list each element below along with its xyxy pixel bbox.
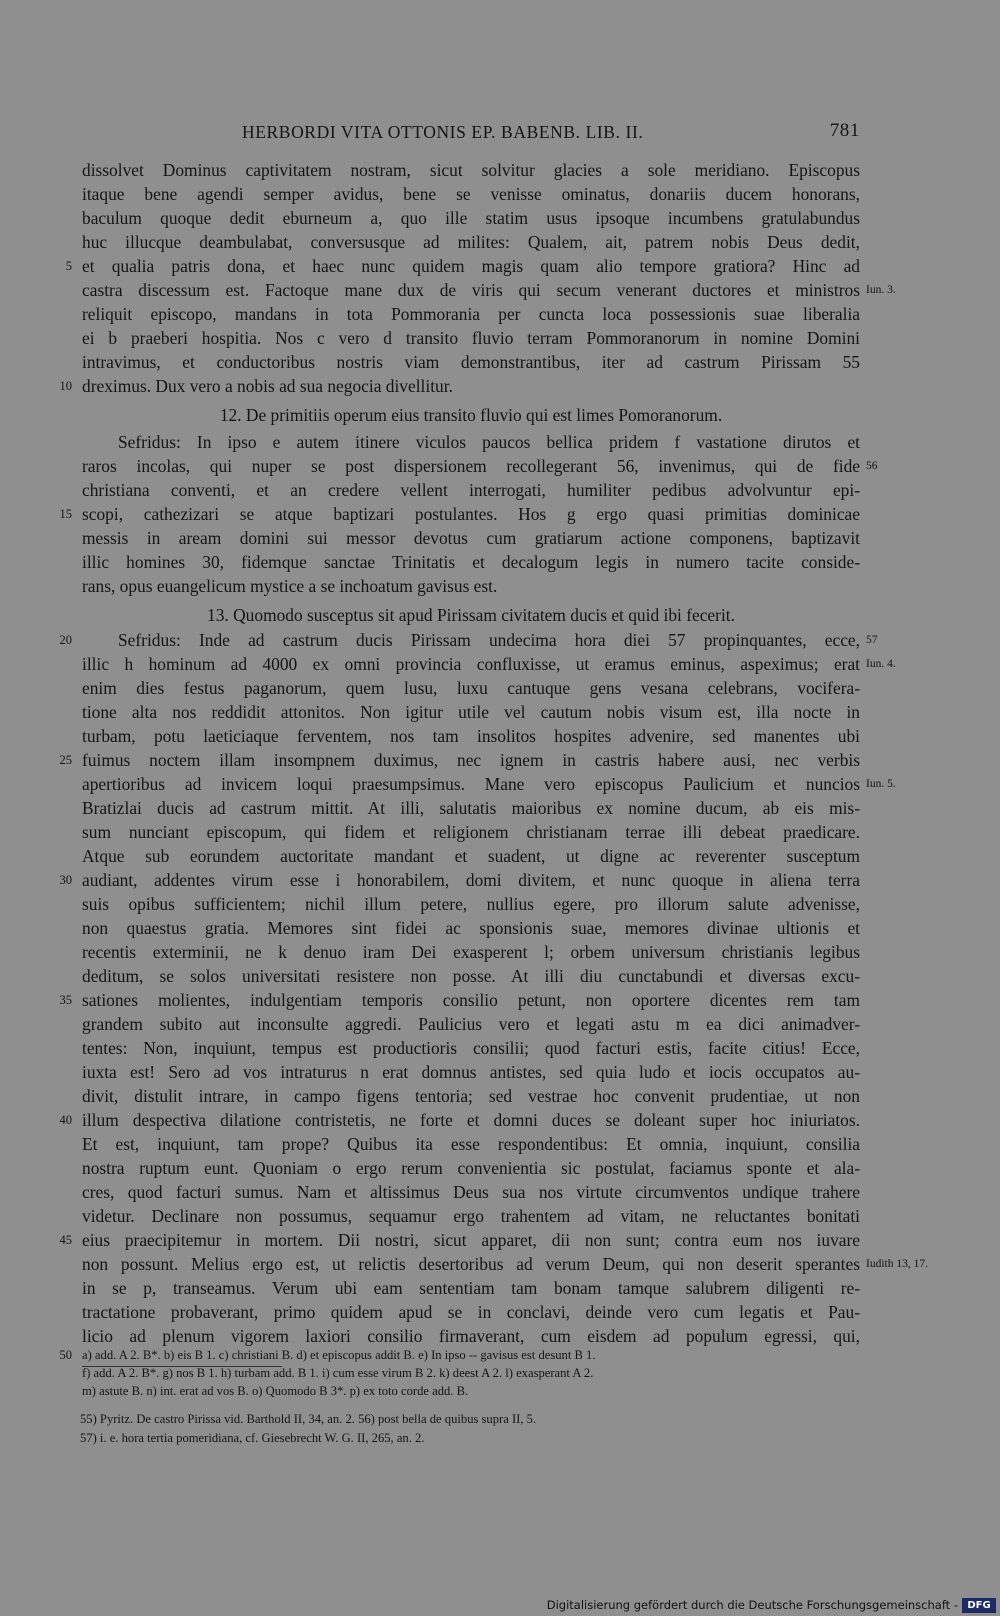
text-line: intravimus, et conductoribus nostris viam demonstrantibus, iter ad castrum Pirissam 55 [82, 352, 860, 372]
margin-note: Iun. 3. [866, 284, 896, 296]
text-line: apertioribus ad invicem loqui praesumpsimus. Mane vero episcopus Paulicium et nuncios [82, 774, 860, 794]
text-line: recentis exterminii, ne k denuo iram Dei exasperent l; orbem universum christianis legibus [82, 942, 860, 962]
text-line: 12. De primitiis operum eius transito fluvio qui est limes Pomoranorum. [219, 405, 723, 425]
text-line: huc illucque deambulabat, conversusque ad milites: Qualem, ait, patrem nobis Deus dedit, [82, 232, 860, 252]
text-line: nostra ruptum eunt. Quoniam o ergo rerum convenientia sic postulat, faciamus sponte et ala- [82, 1158, 860, 1178]
text-line: rans, opus euangelicum mystice a se inchoatum gavisus est. [82, 576, 498, 596]
variant-line: m) astute B. n) int. erat ad vos B. o) Quomodo B 3*. p) ex toto corde add. B. [82, 1384, 469, 1398]
text-line: divit, distulit intrare, in campo figens tentoria; sed vestrae hoc convenit prudentiae, ut non [82, 1086, 860, 1106]
running-title: HERBORDI VITA OTTONIS EP. BABENB. LIB. II. [242, 122, 644, 142]
text-line: raros incolas, qui nuper se post dispersionem recollegerant 56, invenimus, qui de fide [82, 456, 860, 476]
margin-note: 56 [866, 460, 878, 472]
text-line: sationes molientes, indulgentiam temporis consilio petunt, non oportere dicentes rem tam [82, 990, 860, 1010]
margin-note: Iun. 4. [866, 658, 896, 670]
text-line: illum despectiva dilatione contristetis, ne forte et domni duces se doleant super hoc iniuriatos. [82, 1110, 860, 1130]
text-line: Atque sub eorundem auctoritate mandant et suadent, ut digne ac reverenter susceptum [82, 846, 860, 866]
line-number: 50 [59, 1348, 72, 1362]
text-line: illic h hominum ad 4000 ex omni provincia confluxisse, ut eramus eminus, aspeximus; erat [82, 654, 860, 674]
text-line: 13. Quomodo susceptus sit apud Pirissam civitatem ducis et quid ibi fecerit. [207, 605, 735, 625]
line-number: 5 [65, 259, 72, 273]
text-line: Sefridus: In ipso e autem itinere viculos paucos bellica pridem f vastatione dirutos et [118, 432, 860, 452]
text-line: turbam, potu laeticiaque ferventem, nos tam insolitos hospites advenire, sed manentes ubi [82, 726, 860, 746]
text-line: Bratizlai ducis ad castrum mittit. At illi, salutatis maioribus ex nomine ducum, ab eis mis- [82, 798, 860, 818]
text-line: christiana conventi, et an credere vellent interrogati, humiliter pedibus advolvuntur epi- [82, 480, 860, 500]
variant-line: a) add. A 2. B*. b) eis B 1. c) christiani B. d) et episcopus addit B. e) In ipso -- gavisus est desunt B 1. [82, 1348, 596, 1362]
text-line: tentes: Non, inquiunt, tempus est productioris consilii; quod facturi estis, facite citius! Ecce, [82, 1038, 860, 1058]
text-line: illic homines 30, fidemque sanctae Trinitatis et decalogum legis in numero tacite conside- [82, 552, 860, 572]
margin-note: 57 [866, 634, 878, 646]
text-line: licio ad plenum vigorem laxiori consilio firmaverant, cum eisdem ad populum egressi, qui, [82, 1326, 860, 1346]
text-line: scopi, cathezizari se atque baptizari postulantes. Hos g ergo quasi primitias dominicae [82, 504, 860, 524]
text-line: baculum quoque dedit eburneum a, quo ille statim usus ipsoque incumbens gratulabundus [82, 208, 860, 228]
text-line: videtur. Declinare non possumus, sequamur ergo trahentem ad vitam, ne reluctantes bonitati [82, 1206, 860, 1226]
text-line: tractatione probaverant, primo quidem apud se in conclavi, deinde vero cum legatis et Pau- [82, 1302, 860, 1322]
line-number: 10 [59, 379, 72, 393]
text-line: grandem subito aut inconsulte aggredi. Paulicius vero et legati astu m ea dici animadver- [82, 1014, 860, 1034]
text-line: Et est, inquiunt, tam prope? Quibus ita esse respondentibus: Et omnia, inquiunt, consilia [82, 1134, 860, 1154]
text-line: enim dies festus paganorum, quem lusu, luxu cantuque gens vesana celebrans, vocifera- [82, 678, 860, 698]
text-line: audiant, addentes virum esse i honorabilem, domi divitem, et nunc quoque in aliena terra [82, 870, 860, 890]
footer-credit: Digitalisierung gefördert durch die Deutsche Forschungsgemeinschaft - [546, 1598, 958, 1612]
text-line: sum nunciant episcopum, qui fidem et religionem christianam terrae illi debeat praedicare. [82, 822, 860, 842]
dfg-logo: DFG [962, 1598, 996, 1613]
line-number: 40 [59, 1113, 72, 1127]
text-line: eius praecipitemur in mortem. Dii nostri, sicut apparet, dii non sunt; contra eum nos iuvare [82, 1230, 860, 1250]
text-line: castra discessum est. Factoque mane dux de viris qui secum venerant ductores et ministros [82, 280, 860, 300]
text-line: et qualia patris dona, et haec nunc quidem magis quam alio tempore gratiora? Hinc ad [82, 256, 860, 276]
line-number: 45 [59, 1233, 72, 1247]
explanatory-note: 55) Pyritz. De castro Pirissa vid. Barthold II, 34, an. 2. 56) post bella de quibus supra II, 5. [80, 1412, 537, 1426]
text-line: suis opibus sufficientem; nichil illum petere, nullius egere, pro illorum salute advenisse, [82, 894, 860, 914]
line-number: 15 [59, 507, 72, 521]
text-line: non quaestus gratia. Memores sint fidei ac sponsionis suae, memores divinae ultionis et [82, 918, 860, 938]
text-line: in se p, transeamus. Verum ubi eam sententiam tam bonam tamque salubrem diligenti re- [82, 1278, 860, 1298]
margin-note: Iudith 13, 17. [866, 1258, 928, 1270]
variant-line: f) add. A 2. B*. g) nos B 1. h) turbam add. B 1. i) cum esse virum B 2. k) deest A 2. l) exasperant A 2. [82, 1366, 594, 1380]
text-line: non possunt. Melius ergo est, ut relictis desertoribus ad verum Deum, qui non deserit sperantes [82, 1254, 860, 1274]
text-line: fuimus noctem illam insompnem duximus, nec ignem in castris habere ausi, nec verbis [82, 750, 860, 770]
text-line: iuxta est! Sero ad vos intraturus n erat domnus antistes, sed quia ludo et iocis occupatos au- [82, 1062, 860, 1082]
line-number: 25 [59, 753, 72, 767]
digitization-footer [0, 1594, 1000, 1616]
text-line: ei b praeberi hospitia. Nos c vero d transito fluvio terram Pommoranorum in nomine Domini [82, 328, 860, 348]
line-number: 35 [59, 993, 72, 1007]
text-line: Sefridus: Inde ad castrum ducis Pirissam undecima hora diei 57 propinquantes, ecce, [118, 630, 860, 650]
line-number: 30 [59, 873, 72, 887]
text-line: reliquit episcopo, mandans in tota Pommorania per cuncta loca possessionis suae liberalia [82, 304, 860, 324]
text-line: messis in aream domini sui messor devotus cum gratiarum actione componens, baptizavit [82, 528, 860, 548]
page-number: 781 [829, 120, 860, 141]
text-line: cres, quod facturi sumus. Nam et altissimus Deus sua nos virtute circumventos undique trahere [82, 1182, 860, 1202]
running-header [82, 118, 860, 148]
text-line: itaque bene agendi semper avidus, bene se venisse ominatus, donariis ducem honorans, [82, 184, 860, 204]
text-line: deditum, se solos universitati resistere non posse. At illi diu cunctabundi et diversas excu- [82, 966, 860, 986]
text-line: tione alta nos reddidit attonitos. Non igitur utile vel cautum nobis visum est, illa nocte in [82, 702, 860, 722]
text-line: dreximus. Dux vero a nobis ad sua negocia divellitur. [82, 376, 453, 396]
line-number: 20 [59, 633, 72, 647]
margin-note: Iun. 5. [866, 778, 896, 790]
explanatory-note: 57) i. e. hora tertia pomeridiana, cf. Giesebrecht W. G. II, 265, an. 2. [80, 1431, 425, 1445]
text-line: dissolvet Dominus captivitatem nostram, sicut solvitur glacies a sole meridiano. Episcopus [82, 160, 860, 180]
